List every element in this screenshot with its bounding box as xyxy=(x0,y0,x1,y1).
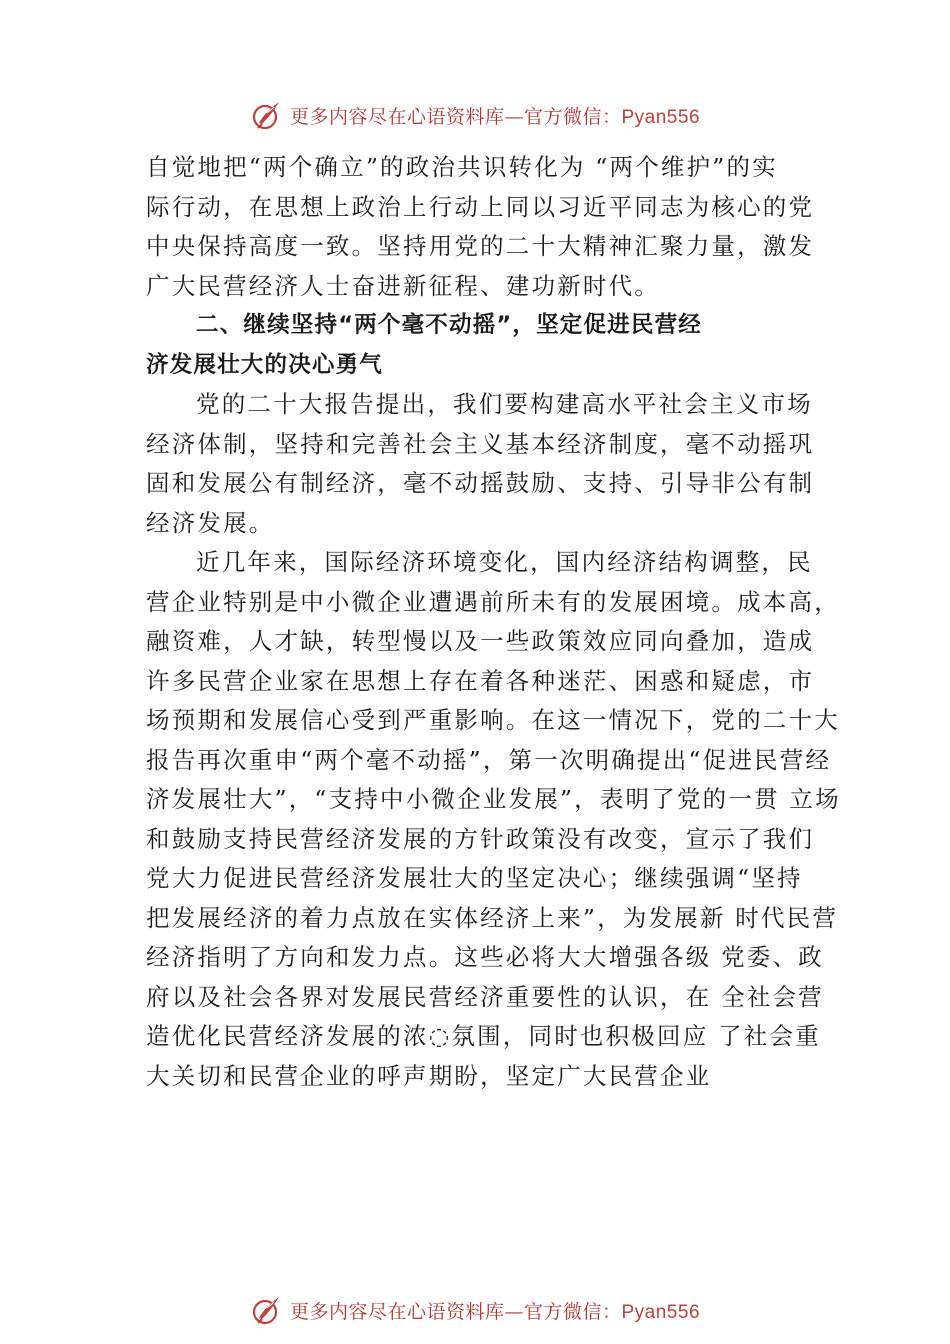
text-line: 党大力促进民营经济发展壮大的坚定决心；继续强调“坚持 xyxy=(146,864,803,892)
text-line: 经济发展。 xyxy=(146,508,275,537)
text-line: 广大民营经济人士奋进新征程、建功新时代。 xyxy=(146,271,660,300)
watermark-text: 更多内容尽在心语资料库—官方微信：Pyan556 xyxy=(289,1300,701,1323)
paragraph-report xyxy=(146,385,836,543)
text-line: 自觉地把“两个确立”的政治共识转化为 “两个维护”的实 xyxy=(146,153,778,181)
text-line: 济发展壮大”，“支持中小微企业发展”，表明了党的一贯 立场 xyxy=(146,785,841,813)
text-line: 报告再次重申“两个毫不动摇”，第一次明确提出“促进民营经 xyxy=(146,745,832,774)
paragraph-recent-years xyxy=(146,543,841,1096)
text-line: 中央保持高度一致。坚持用党的二十大精神汇聚力量，激发 xyxy=(146,232,815,260)
text-line: 党的二十大报告提出，我们要构建高水平社会主义市场 xyxy=(196,390,813,418)
watermark-banner-bottom xyxy=(0,1290,950,1330)
text-line: 把发展经济的着力点放在实体经济上来”，为发展新 时代民营 xyxy=(146,903,839,932)
text-line: 造优化民营经济发展的浓◌氛围，同时也积极回应 了社会重 xyxy=(146,1022,821,1050)
text-line: 融资难，人才缺，转型慢以及一些政策效应同向叠加，造成 xyxy=(146,627,815,655)
text-line: 经济指明了方向和发力点。这些必将大大增强各级 党委、政 xyxy=(146,943,824,971)
text-line: 际行动，在思想上政治上行动上同以习近平同志为核心的党 xyxy=(146,192,815,221)
text-line: 和鼓励支持民营经济发展的方针政策没有改变，宣示了我们 xyxy=(146,824,815,853)
text-line: 近几年来，国际经济环境变化，国内经济结构调整，民 xyxy=(196,548,813,576)
watermark-text: 更多内容尽在心语资料库—官方微信：Pyan556 xyxy=(289,105,701,128)
text-line: 固和发展公有制经济，毫不动摇鼓励、支持、引导非公有制 xyxy=(146,469,815,497)
quill-pen-logo-icon xyxy=(250,1293,284,1327)
heading-line: 济发展壮大的决心勇气 xyxy=(146,351,384,378)
text-line: 营企业特别是中小微企业遭遇前所未有的发展困境。成本高， xyxy=(146,587,840,616)
quill-pen-logo-icon xyxy=(250,98,284,132)
paragraph-continuation xyxy=(146,148,836,306)
watermark-banner-top xyxy=(0,95,950,135)
text-line: 场预期和发展信心受到严重影响。在这一情况下，党的二十大 xyxy=(146,706,840,734)
document-body xyxy=(146,148,841,1096)
text-line: 府以及社会各界对发展民营经济重要性的认识，在 全社会营 xyxy=(146,982,824,1011)
text-line: 经济体制，坚持和完善社会主义基本经济制度，毫不动摇巩 xyxy=(146,429,815,458)
text-line: 许多民营企业家在思想上存在着各种迷茫、困惑和疑虑，市 xyxy=(146,666,815,695)
heading-line: 二、继续坚持“两个毫不动摇”，坚定促进民营经 xyxy=(196,312,702,338)
section-heading xyxy=(146,306,836,385)
text-line: 大关切和民营企业的呼声期盼，坚定广大民营企业 xyxy=(146,1061,712,1090)
